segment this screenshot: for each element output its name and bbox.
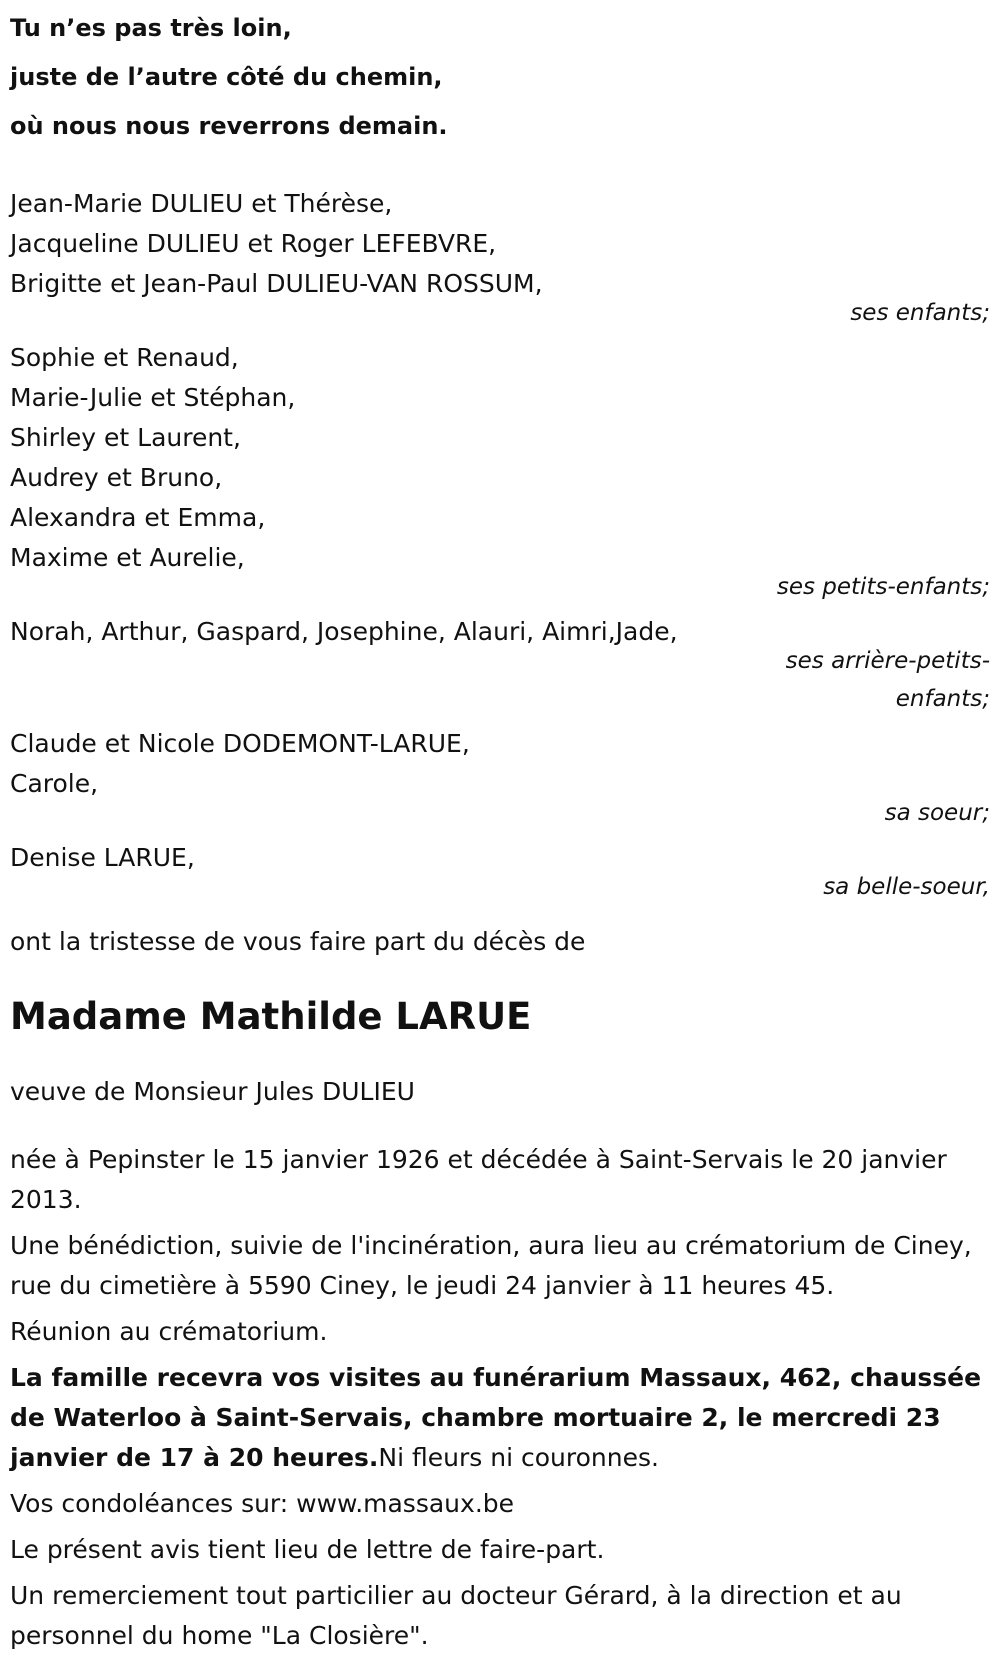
family-name: Denise LARUE, — [10, 843, 195, 872]
poem-line: où nous nous reverrons demain. — [10, 112, 448, 140]
relation-label: ses petits-enfants; — [776, 574, 990, 600]
widow-of: veuve de Monsieur Jules DULIEU — [10, 1077, 415, 1106]
poem-line: Tu n’es pas très loin, — [10, 14, 292, 42]
family-name: Maxime et Aurelie, — [10, 543, 245, 572]
visits-info — [10, 1358, 990, 1478]
relation-label: ses arrière-petits- — [785, 648, 990, 674]
family-name: Marie-Julie et Stéphan, — [10, 383, 296, 412]
family-name: Jean-Marie DULIEU et Thérèse, — [10, 189, 393, 218]
notice-info: Le présent avis tient lieu de lettre de faire-part. — [10, 1535, 605, 1564]
deceased-name: Madame Mathilde LARUE — [10, 995, 532, 1038]
announcement: ont la tristesse de vous faire part du décès de — [10, 927, 586, 956]
family-name: Audrey et Bruno, — [10, 463, 223, 492]
family-group-sister-in-law — [10, 838, 990, 906]
visits-bold-text: La famille recevra vos visites au funérarium Massaux, 462, chaussée de Waterloo à Saint-Servais, chambre mortuaire 2, le mercredi 23 janvier de 17 à 20 heures. — [10, 1363, 982, 1472]
poem — [10, 0, 990, 151]
family-group-sister — [10, 724, 990, 832]
family-name: Norah, Arthur, Gaspard, Josephine, Alauri, Aimri,Jade, — [10, 617, 678, 646]
family-name: Claude et Nicole DODEMONT-LARUE, — [10, 729, 470, 758]
family-name: Shirley et Laurent, — [10, 423, 241, 452]
poem-line: juste de l’autre côté du chemin, — [10, 63, 443, 91]
ceremony-info: Une bénédiction, suivie de l'incinération, aura lieu au crématorium de Ciney, rue du cimetière à 5590 Ciney, le jeudi 24 janvier à 11 heures 45. — [10, 1231, 972, 1300]
family-group-children — [10, 184, 990, 332]
family-name: Sophie et Renaud, — [10, 343, 239, 372]
condolences-info: Vos condoléances sur: www.massaux.be — [10, 1489, 515, 1518]
no-flowers-text: Ni fleurs ni couronnes. — [378, 1443, 659, 1472]
family-name: Jacqueline DULIEU et Roger LEFEBVRE, — [10, 229, 497, 258]
family-group-grandchildren — [10, 338, 990, 606]
relation-label: enfants; — [895, 686, 990, 712]
relation-label: sa belle-soeur, — [823, 874, 990, 900]
relation-label: ses enfants; — [850, 300, 990, 326]
thanks-info: Un remerciement tout particilier au docteur Gérard, à la direction et au personnel du home "La Closière". — [10, 1581, 902, 1650]
family-group-great-grandchildren — [10, 612, 990, 718]
birth-death-info: née à Pepinster le 15 janvier 1926 et décédée à Saint-Servais le 20 janvier 2013. — [10, 1145, 947, 1214]
reunion-info: Réunion au crématorium. — [10, 1317, 328, 1346]
family-name: Alexandra et Emma, — [10, 503, 266, 532]
relation-label: sa soeur; — [884, 800, 990, 826]
family-name: Carole, — [10, 769, 99, 798]
family-name: Brigitte et Jean-Paul DULIEU-VAN ROSSUM, — [10, 269, 543, 298]
